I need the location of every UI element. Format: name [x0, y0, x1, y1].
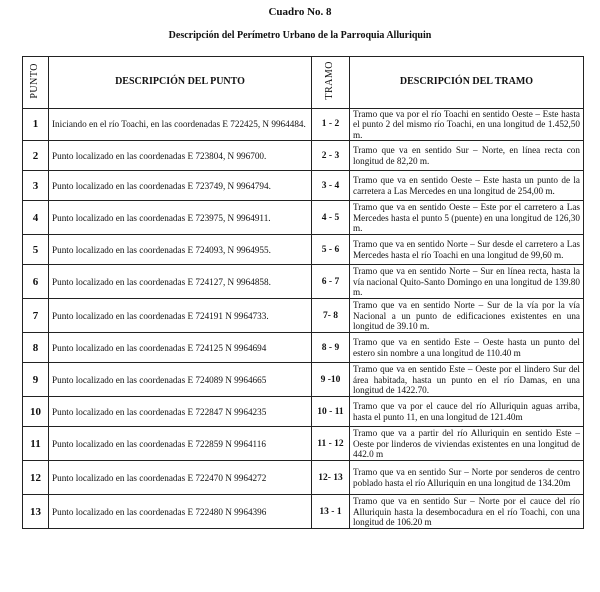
tramo-cell: 6 - 7	[312, 265, 350, 299]
tramo-cell: 13 - 1	[312, 495, 350, 529]
tramo-cell: 7- 8	[312, 299, 350, 333]
tramo-cell: 11 - 12	[312, 427, 350, 461]
table-row	[23, 461, 584, 495]
punto-cell: 9	[23, 363, 49, 397]
header-row	[23, 57, 584, 109]
punto-cell: 11	[23, 427, 49, 461]
point-description-cell: Punto localizado en las coordenadas E 722470 N 9964272	[49, 461, 312, 495]
table-row	[23, 397, 584, 427]
punto-cell: 3	[23, 171, 49, 201]
punto-cell: 6	[23, 265, 49, 299]
punto-cell: 12	[23, 461, 49, 495]
tramo-cell: 8 - 9	[312, 333, 350, 363]
point-description-cell: Punto localizado en las coordenadas E 724127, N 9964858.	[49, 265, 312, 299]
tramo-cell: 5 - 6	[312, 235, 350, 265]
point-description-cell: Punto localizado en las coordenadas E 723975, N 9964911.	[49, 201, 312, 235]
punto-cell: 8	[23, 333, 49, 363]
tramo-cell: 9 -10	[312, 363, 350, 397]
punto-cell: 2	[23, 141, 49, 171]
header-descripcion-tramo: DESCRIPCIÓN DEL TRAMO	[350, 57, 584, 109]
segment-description-cell: Tramo que va en sentido Sur – Norte por senderos de centro poblado hasta el río Alluriquin en una longitud de 134.20m	[350, 461, 584, 495]
segment-description-cell: Tramo que va en sentido Sur – Norte, en línea recta con longitud de 82,20 m.	[350, 141, 584, 171]
header-tramo: TRAMO	[312, 57, 350, 109]
point-description-cell: Punto localizado en las coordenadas E 723749, N 9964794.	[49, 171, 312, 201]
segment-description-cell: Tramo que va en sentido Sur – Norte por el cauce del río Alluriquin hasta la desembocadura en el río Toachi, con una longitud de 106.20 m	[350, 495, 584, 529]
table-row	[23, 235, 584, 265]
segment-description-cell: Tramo que va en sentido Oeste – Este por el carretero a Las Mercedes hasta el punto 5 (puente) en una longitud de 126,30 m.	[350, 201, 584, 235]
punto-cell: 5	[23, 235, 49, 265]
tramo-cell: 3 - 4	[312, 171, 350, 201]
punto-cell: 1	[23, 109, 49, 141]
table-row	[23, 299, 584, 333]
point-description-cell: Iniciando en el río Toachi, en las coordenadas E 722425, N 9964484.	[49, 109, 312, 141]
table-row	[23, 171, 584, 201]
point-description-cell: Punto localizado en las coordenadas E 722480 N 9964396	[49, 495, 312, 529]
tramo-cell: 4 - 5	[312, 201, 350, 235]
perimeter-table	[22, 56, 584, 529]
tramo-cell: 12- 13	[312, 461, 350, 495]
header-descripcion-punto: DESCRIPCIÓN DEL PUNTO	[49, 57, 312, 109]
segment-description-cell: Tramo que va por el cauce del río Alluriquin aguas arriba, hasta el punto 11, en una longitud de 121.40m	[350, 397, 584, 427]
point-description-cell: Punto localizado en las coordenadas E 723804, N 996700.	[49, 141, 312, 171]
table-row	[23, 109, 584, 141]
segment-description-cell: Tramo que va en sentido Este – Oeste hasta un punto del estero sin nombre a una longitud de 110.40 m	[350, 333, 584, 363]
table-caption: Cuadro No. 8	[268, 6, 332, 18]
segment-description-cell: Tramo que va por el río Toachi en sentido Oeste – Este hasta el punto 2 del mismo río Toachi, en una longitud de 1.452,50 m.	[350, 109, 584, 141]
point-description-cell: Punto localizado en las coordenadas E 722859 N 9964116	[49, 427, 312, 461]
header-punto: PUNTO	[23, 57, 49, 109]
point-description-cell: Punto localizado en las coordenadas E 724089 N 9964665	[49, 363, 312, 397]
table-row	[23, 141, 584, 171]
point-description-cell: Punto localizado en las coordenadas E 724093, N 9964955.	[49, 235, 312, 265]
table-row	[23, 265, 584, 299]
table-row	[23, 495, 584, 529]
point-description-cell: Punto localizado en las coordenadas E 722847 N 9964235	[49, 397, 312, 427]
table-row	[23, 427, 584, 461]
table-row	[23, 201, 584, 235]
tramo-cell: 10 - 11	[312, 397, 350, 427]
punto-cell: 4	[23, 201, 49, 235]
table-subtitle: Descripción del Perímetro Urbano de la Parroquia Alluriquin	[168, 30, 432, 41]
table-row	[23, 363, 584, 397]
table-row	[23, 333, 584, 363]
punto-cell: 10	[23, 397, 49, 427]
tramo-cell: 1 - 2	[312, 109, 350, 141]
tramo-cell: 2 - 3	[312, 141, 350, 171]
point-description-cell: Punto localizado en las coordenadas E 724125 N 9964694	[49, 333, 312, 363]
segment-description-cell: Tramo que va en sentido Este – Oeste por el lindero Sur del área habitada, hasta un punto en el río Damas, en una longitud de 1422.70.	[350, 363, 584, 397]
punto-cell: 7	[23, 299, 49, 333]
segment-description-cell: Tramo que va en sentido Norte – Sur en línea recta, hasta la vía nacional Quito-Santo Domingo en una longitud de 139.80 m.	[350, 265, 584, 299]
point-description-cell: Punto localizado en las coordenadas E 724191 N 9964733.	[49, 299, 312, 333]
segment-description-cell: Tramo que va en sentido Norte – Sur desde el carretero a Las Mercedes hasta el río Toachi en una longitud de 99,60 m.	[350, 235, 584, 265]
segment-description-cell: Tramo que va en sentido Oeste – Este hasta un punto de la carretera a Las Mercedes en una longitud de 254,00 m.	[350, 171, 584, 201]
segment-description-cell: Tramo que va en sentido Norte – Sur de la vía por la vía Nacional a un punto de edificaciones existentes en una longitud de 39.10 m.	[350, 299, 584, 333]
punto-cell: 13	[23, 495, 49, 529]
segment-description-cell: Tramo que va a partir del río Alluriquin en sentido Este – Oeste por linderos de viviendas existentes en una longitud de 442.0 m	[350, 427, 584, 461]
